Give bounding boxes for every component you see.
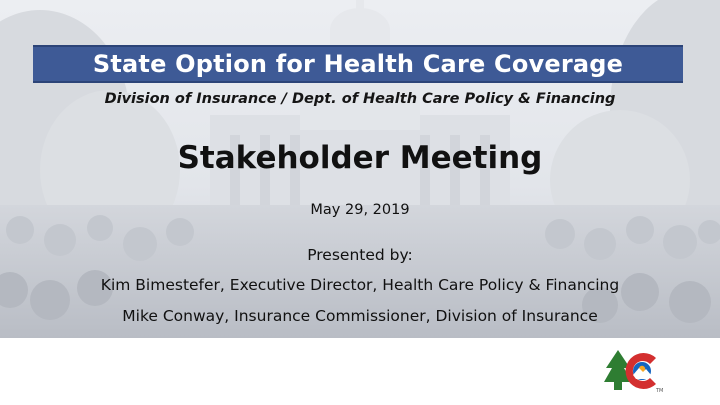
trademark-mark: TM bbox=[656, 388, 664, 394]
meeting-heading: Stakeholder Meeting bbox=[177, 140, 543, 176]
slide-subtitle: Division of Insurance / Dept. of Health Care Policy & Financing bbox=[104, 91, 616, 107]
presented-by-label: Presented by: bbox=[307, 246, 413, 264]
title-banner bbox=[33, 45, 683, 83]
presenter-line: Mike Conway, Insurance Commissioner, Division of Insurance bbox=[122, 307, 598, 325]
slide-title: State Option for Health Care Coverage bbox=[92, 50, 624, 78]
colorado-logo-icon bbox=[604, 348, 666, 394]
presenter-line: Kim Bimestefer, Executive Director, Health Care Policy & Financing bbox=[100, 276, 620, 294]
meeting-date: May 29, 2019 bbox=[310, 202, 410, 218]
